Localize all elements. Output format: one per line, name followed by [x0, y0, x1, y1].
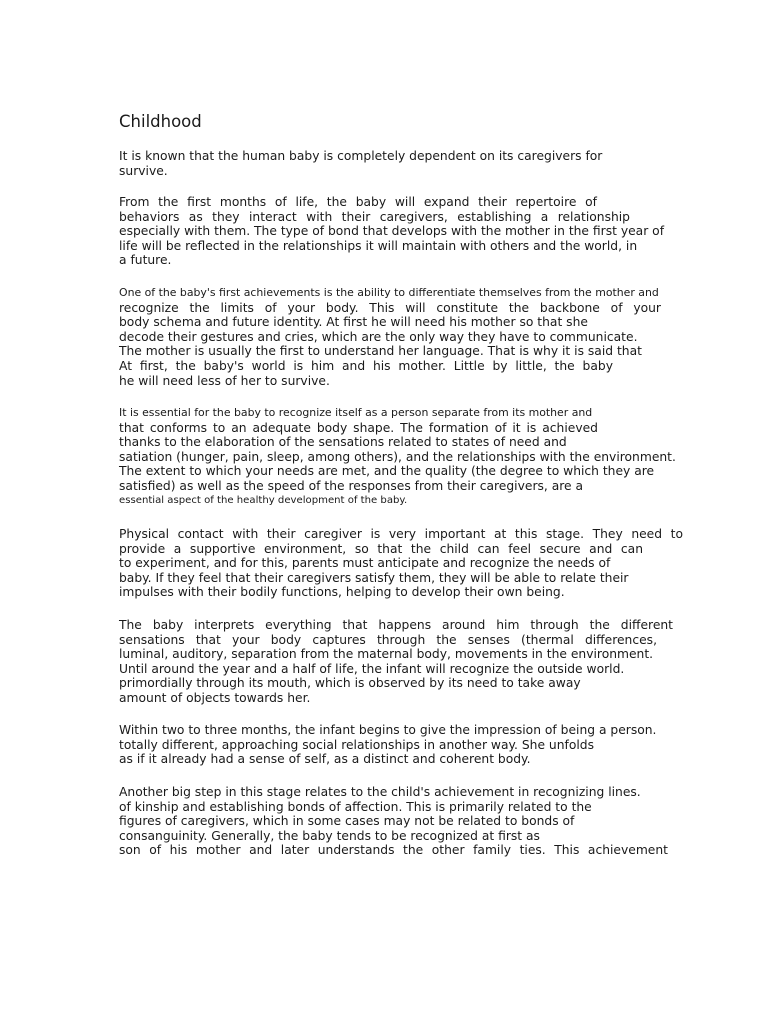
- text-line: a future.: [119, 253, 172, 268]
- text-line: amount of objects towards her.: [119, 690, 311, 705]
- text-line: he will need less of her to survive.: [119, 373, 330, 388]
- text-line: satisfied) as well as the speed of the responses from their caregivers, are a: [119, 478, 584, 493]
- text-line: sensations that your body captures through the senses (thermal differences,: [119, 632, 657, 647]
- text-line: to experiment, and for this, parents must anticipate and recognize the needs of: [119, 556, 611, 571]
- text-line: Within two to three months, the infant begins to give the impression of being a person.: [119, 723, 657, 737]
- text-line: thanks to the elaboration of the sensations related to states of need and: [119, 435, 567, 450]
- paragraph-6: [119, 618, 694, 706]
- text-line: primordially through its mouth, which is observed by its need to take away: [119, 676, 581, 691]
- paragraph-4: [119, 406, 694, 508]
- text-line: behaviors as they interact with their caregivers, establishing a relationship: [119, 209, 630, 224]
- text-line: consanguinity. Generally, the baby tends to be recognized at first as: [119, 828, 540, 843]
- text-line: provide a supportive environment, so that the child can feel secure and can: [119, 541, 643, 556]
- paragraph-3: [119, 286, 694, 388]
- text-line: son of his mother and later understands the other family ties. This achievement: [119, 843, 668, 858]
- text-line: figures of caregivers, which in some cases may not be related to bonds of: [119, 814, 575, 829]
- text-line: decode their gestures and cries, which are the only way they have to communicate.: [119, 329, 638, 344]
- text-line: totally different, approaching social relationships in another way. She unfolds: [119, 737, 594, 752]
- page-title: Childhood: [119, 112, 202, 131]
- text-line: especially with them. The type of bond that develops with the mother in the first year of: [119, 224, 665, 239]
- text-line: From the first months of life, the baby will expand their repertoire of: [119, 195, 597, 209]
- text-line: body schema and future identity. At first he will need his mother so that she: [119, 315, 588, 330]
- text-line: Until around the year and a half of life, the infant will recognize the outside world.: [119, 661, 625, 676]
- paragraph-2: [119, 195, 694, 268]
- paragraph-7: [119, 723, 694, 767]
- text-line: At first, the baby's world is him and his mother. Little by little, the baby: [119, 358, 613, 373]
- text-line: essential aspect of the healthy development of the baby.: [119, 494, 408, 506]
- text-line: of kinship and establishing bonds of affection. This is primarily related to the: [119, 799, 592, 814]
- paragraph-5: [119, 527, 694, 600]
- text-line: impulses with their bodily functions, helping to develop their own being.: [119, 585, 565, 600]
- text-line: One of the baby's first achievements is the ability to differentiate themselves from the mother and: [119, 286, 659, 299]
- text-line: Another big step in this stage relates to the child's achievement in recognizing lines.: [119, 785, 641, 799]
- paragraph-8: [119, 785, 694, 858]
- text-line: The extent to which your needs are met, and the quality (the degree to which they are: [119, 464, 655, 479]
- text-line: that conforms to an adequate body shape. The formation of it is achieved: [119, 420, 598, 435]
- text-line: The baby interprets everything that happens around him through the different: [119, 618, 673, 632]
- text-line: life will be reflected in the relationships it will maintain with others and the world, in: [119, 238, 638, 253]
- text-line: The mother is usually the first to understand her language. That is why it is said that: [119, 344, 642, 359]
- text-line: It is essential for the baby to recognize itself as a person separate from its mother and: [119, 406, 593, 419]
- text-line: baby. If they feel that their caregivers satisfy them, they will be able to relate their: [119, 570, 629, 585]
- text-line: as if it already had a sense of self, as a distinct and coherent body.: [119, 752, 531, 767]
- text-line: survive.: [119, 163, 168, 178]
- text-line: luminal, auditory, separation from the maternal body, movements in the environment.: [119, 647, 654, 662]
- text-line: recognize the limits of your body. This will constitute the backbone of your: [119, 300, 661, 315]
- text-line: Physical contact with their caregiver is very important at this stage. They need to: [119, 527, 683, 541]
- paragraph-1: [119, 149, 694, 178]
- text-line: satiation (hunger, pain, sleep, among others), and the relationships with the environment.: [119, 449, 676, 464]
- text-line: It is known that the human baby is completely dependent on its caregivers for: [119, 149, 603, 163]
